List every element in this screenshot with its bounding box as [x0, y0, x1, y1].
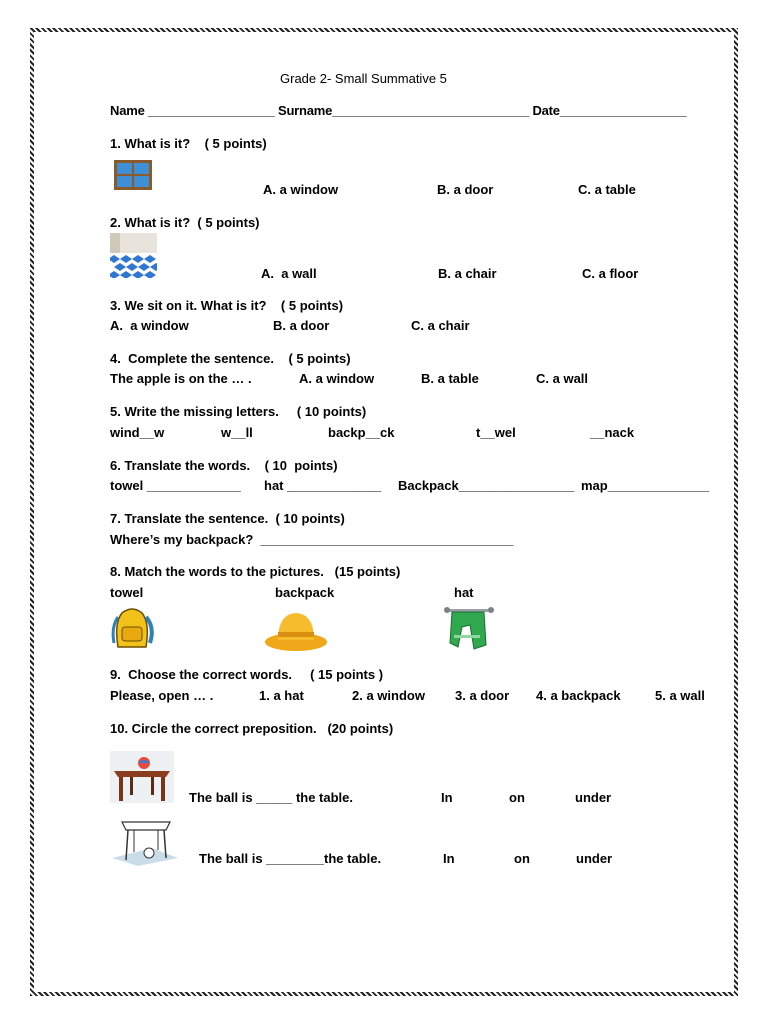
- q10-s2-choice-under: under: [576, 851, 613, 866]
- q10-s2-choice-on: on: [514, 851, 530, 866]
- q5-text: 5. Write the missing letters. ( 10 points): [110, 404, 367, 419]
- q4-option-b: B. a table: [421, 371, 479, 386]
- q9-option-2: 2. a window: [352, 688, 425, 703]
- q1-option-a: A. a window: [263, 182, 339, 197]
- q5-word-2: w__ll: [221, 425, 253, 440]
- q5-word-3: backp__ck: [328, 425, 395, 440]
- q6-text: 6. Translate the words. ( 10 points): [110, 458, 338, 473]
- q5-word-5: __nack: [590, 425, 635, 440]
- q10-sentence-1: The ball is _____ the table.: [189, 790, 354, 805]
- q10-s2-choice-in: In: [443, 851, 455, 866]
- q2-option-a: A. a wall: [261, 266, 317, 281]
- window-icon: [114, 160, 152, 190]
- q6-word-4: map______________: [581, 478, 709, 493]
- q3-option-b: B. a door: [273, 318, 330, 333]
- q7-sentence: Where’s my backpack? ___________________________________: [110, 532, 514, 547]
- q8-word-3: hat: [454, 585, 474, 600]
- q2-text: 2. What is it? ( 5 points): [110, 215, 260, 230]
- q9-option-4: 4. a backpack: [536, 688, 621, 703]
- q5-word-1: wind__w: [110, 425, 165, 440]
- q3-option-a: A. a window: [110, 318, 189, 333]
- q1-option-b: B. a door: [437, 182, 494, 197]
- page-title: Grade 2- Small Summative 5: [280, 71, 447, 86]
- q4-text: 4. Complete the sentence. ( 5 points): [110, 351, 351, 366]
- q4-option-a: A. a window: [299, 371, 375, 386]
- q1-text: 1. What is it? ( 5 points): [110, 136, 267, 151]
- q9-option-1: 1. a hat: [259, 688, 304, 703]
- q5-word-4: t__wel: [476, 425, 516, 440]
- q4-option-c: C. a wall: [536, 371, 589, 386]
- q9-text: 9. Choose the correct words. ( 15 points ): [110, 667, 384, 682]
- q7-text: 7. Translate the sentence. ( 10 points): [110, 511, 345, 526]
- q10-s1-choice-under: under: [575, 790, 612, 805]
- q9-option-5: 5. a wall: [655, 688, 705, 703]
- q10-s1-choice-in: In: [441, 790, 453, 805]
- floor-icon: [110, 233, 157, 278]
- q4-stem: The apple is on the … .: [110, 371, 252, 386]
- table-ball-under-icon: [112, 818, 178, 866]
- backpack-icon: [108, 603, 156, 651]
- q10-sentence-2: The ball is ________the table.: [199, 851, 382, 866]
- table-ball-on-icon: [110, 751, 174, 803]
- hat-icon: [264, 608, 328, 652]
- q10-s1-choice-on: on: [509, 790, 525, 805]
- q8-word-1: towel: [110, 585, 144, 600]
- q9-option-3: 3. a door: [455, 688, 510, 703]
- q3-option-c: C. a chair: [411, 318, 470, 333]
- q6-word-1: towel _____________: [110, 478, 241, 493]
- q6-word-3: Backpack________________: [398, 478, 575, 493]
- q8-text: 8. Match the words to the pictures. (15 points): [110, 564, 401, 579]
- q10-text: 10. Circle the correct preposition. (20 points): [110, 721, 394, 736]
- q8-word-2: backpack: [275, 585, 335, 600]
- q1-option-c: C. a table: [578, 182, 636, 197]
- q2-option-c: C. a floor: [582, 266, 639, 281]
- name-surname-date-line: Name __________________ Surname____________________________ Date__________________: [110, 103, 687, 118]
- q3-text: 3. We sit on it. What is it? ( 5 points): [110, 298, 344, 313]
- towel-icon: [444, 605, 494, 651]
- q6-word-2: hat _____________: [264, 478, 382, 493]
- q9-stem: Please, open … .: [110, 688, 214, 703]
- q2-option-b: B. a chair: [438, 266, 497, 281]
